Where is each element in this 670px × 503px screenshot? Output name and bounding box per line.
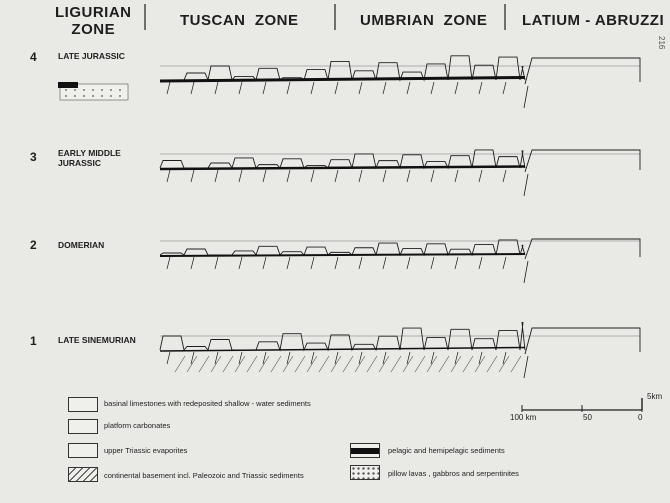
normal-fault: [167, 82, 170, 94]
normal-fault: [335, 82, 338, 94]
platform-margin-fault: [524, 261, 528, 283]
basement-hatch: [271, 356, 281, 372]
stage-4-name: LATE JURASSIC: [58, 51, 125, 61]
normal-fault: [431, 257, 434, 269]
basement-hatch: [379, 356, 389, 372]
normal-fault: [479, 170, 482, 182]
normal-fault: [263, 82, 266, 94]
pillow-lava-dot: [101, 89, 103, 91]
platform-margin-fault: [524, 174, 528, 196]
fault-block-profile: [160, 56, 525, 80]
pillow-lava-dot: [92, 89, 94, 91]
basement-hatch: [211, 356, 221, 372]
normal-fault: [407, 352, 410, 364]
legend-swatch-basement: [68, 467, 98, 482]
normal-fault: [359, 170, 362, 182]
normal-fault: [311, 257, 314, 269]
normal-fault: [239, 170, 242, 182]
normal-fault: [311, 170, 314, 182]
stage-3-number: 3: [30, 150, 37, 164]
pillow-lava-dot: [83, 95, 85, 97]
basement-hatch: [199, 356, 209, 372]
normal-fault: [191, 352, 194, 364]
ligurian-pelagic-cap: [58, 82, 78, 88]
basement-hatch: [415, 356, 425, 372]
platform-margin-fault: [524, 356, 528, 378]
basement-hatch: [223, 356, 233, 372]
normal-fault: [479, 352, 482, 364]
legend-label-basement: continental basement incl. Paleozoic and Triassic sediments: [104, 471, 304, 480]
legend-swatch-platform: [68, 419, 98, 434]
normal-fault: [311, 352, 314, 364]
basement-hatch: [403, 356, 413, 372]
normal-fault: [479, 82, 482, 94]
normal-fault: [383, 257, 386, 269]
basement-hatch: [175, 356, 185, 372]
platform-margin-fault: [524, 86, 528, 108]
zone-latium: LATIUM - ABRUZZI: [522, 12, 665, 29]
zone-ligurian-line1: LIGURIAN: [55, 4, 132, 21]
stage-2-number: 2: [30, 238, 37, 252]
pelagic-band: [160, 78, 525, 82]
normal-fault: [431, 170, 434, 182]
basement-hatch: [427, 356, 437, 372]
basement-hatch: [283, 356, 293, 372]
basement-hatch: [319, 356, 329, 372]
basement-hatch: [235, 356, 245, 372]
pelagic-band: [160, 348, 525, 352]
normal-fault: [479, 257, 482, 269]
carbonate-platform: [525, 239, 640, 259]
zone-tuscan: TUSCAN ZONE: [180, 12, 299, 29]
normal-fault: [215, 257, 218, 269]
pillow-lava-dot: [74, 89, 76, 91]
normal-fault: [191, 257, 194, 269]
normal-fault: [167, 170, 170, 182]
basement-hatch: [487, 356, 497, 372]
normal-fault: [455, 257, 458, 269]
normal-fault: [359, 257, 362, 269]
normal-fault: [335, 257, 338, 269]
pillow-lava-dot: [65, 95, 67, 97]
normal-fault: [335, 352, 338, 364]
basement-hatch: [439, 356, 449, 372]
normal-fault: [503, 82, 506, 94]
normal-fault: [503, 257, 506, 269]
pillow-lava-dot: [119, 95, 121, 97]
basement-hatch: [295, 356, 305, 372]
stage-2-name: DOMERIAN: [58, 240, 105, 250]
scale-label-100km: 100 km: [510, 413, 537, 422]
stage-4-number: 4: [30, 50, 37, 64]
normal-fault: [215, 82, 218, 94]
legend-label-platform: platform carbonates: [104, 421, 171, 430]
basement-hatch: [355, 356, 365, 372]
stage-3-name: EARLY MIDDLE JURASSIC: [58, 148, 121, 168]
basement-hatch: [463, 356, 473, 372]
legend-swatch-pelagic: [350, 443, 380, 458]
page-mark: 216: [657, 36, 666, 50]
scale-label-50: 50: [583, 413, 592, 422]
pelagic-band: [160, 254, 525, 256]
normal-fault: [287, 170, 290, 182]
normal-fault: [263, 170, 266, 182]
stage-1-name: LATE SINEMURIAN: [58, 335, 136, 345]
legend-label-pelagic: pelagic and hemipelagic sediments: [388, 446, 505, 455]
basement-hatch: [343, 356, 353, 372]
stage-1-number: 1: [30, 334, 37, 348]
normal-fault: [503, 170, 506, 182]
normal-fault: [191, 82, 194, 94]
fault-block-profile: [160, 150, 525, 168]
normal-fault: [287, 352, 290, 364]
legend-label-basinal: basinal limestones with redeposited shallow - water sediments: [104, 399, 311, 408]
pelagic-band: [160, 167, 525, 170]
normal-fault: [215, 352, 218, 364]
legend-swatch-basinal: [68, 397, 98, 412]
basement-hatch: [499, 356, 509, 372]
legend-swatch-evaporites: [68, 443, 98, 458]
normal-fault: [167, 352, 170, 364]
normal-fault: [383, 82, 386, 94]
normal-fault: [431, 82, 434, 94]
normal-fault: [215, 170, 218, 182]
pillow-lava-dot: [65, 89, 67, 91]
basement-hatch: [511, 356, 521, 372]
zone-ligurian-line2: ZONE: [71, 21, 116, 38]
scale-label-5km: 5km: [647, 392, 663, 401]
normal-fault: [263, 352, 266, 364]
zone-umbrian: UMBRIAN ZONE: [360, 12, 488, 29]
normal-fault: [407, 170, 410, 182]
legend-swatch-pillow-lavas: [350, 465, 380, 480]
normal-fault: [455, 352, 458, 364]
normal-fault: [455, 82, 458, 94]
normal-fault: [239, 82, 242, 94]
normal-fault: [431, 352, 434, 364]
legend-label-pillow-lavas: pillow lavas , gabbros and serpentinites: [388, 469, 519, 478]
scale-label-0: 0: [638, 413, 643, 422]
normal-fault: [239, 257, 242, 269]
normal-fault: [287, 82, 290, 94]
carbonate-platform: [525, 58, 640, 84]
carbonate-platform: [525, 150, 640, 172]
basement-hatch: [391, 356, 401, 372]
normal-fault: [167, 257, 170, 269]
basement-hatch: [331, 356, 341, 372]
normal-fault: [191, 170, 194, 182]
normal-fault: [503, 352, 506, 364]
fault-block-profile: [160, 240, 525, 255]
basement-hatch: [259, 356, 269, 372]
basement-hatch: [451, 356, 461, 372]
basement-hatch: [307, 356, 317, 372]
normal-fault: [263, 257, 266, 269]
pillow-lava-dot: [92, 95, 94, 97]
pillow-lava-dot: [83, 89, 85, 91]
zone-ligurian: [55, 4, 132, 38]
pillow-lava-dot: [74, 95, 76, 97]
basement-hatch: [367, 356, 377, 372]
normal-fault: [407, 257, 410, 269]
normal-fault: [239, 352, 242, 364]
pillow-lava-dot: [101, 95, 103, 97]
normal-fault: [287, 257, 290, 269]
pillow-lava-dot: [119, 89, 121, 91]
normal-fault: [455, 170, 458, 182]
normal-fault: [359, 352, 362, 364]
legend-label-evaporites: upper Triassic evaporites: [104, 446, 188, 455]
normal-fault: [359, 82, 362, 94]
carbonate-platform: [525, 328, 640, 354]
normal-fault: [383, 352, 386, 364]
basement-hatch: [247, 356, 257, 372]
pillow-lava-dot: [110, 89, 112, 91]
pillow-lava-dot: [110, 95, 112, 97]
normal-fault: [383, 170, 386, 182]
normal-fault: [311, 82, 314, 94]
basement-hatch: [187, 356, 197, 372]
normal-fault: [335, 170, 338, 182]
basement-hatch: [475, 356, 485, 372]
normal-fault: [407, 82, 410, 94]
